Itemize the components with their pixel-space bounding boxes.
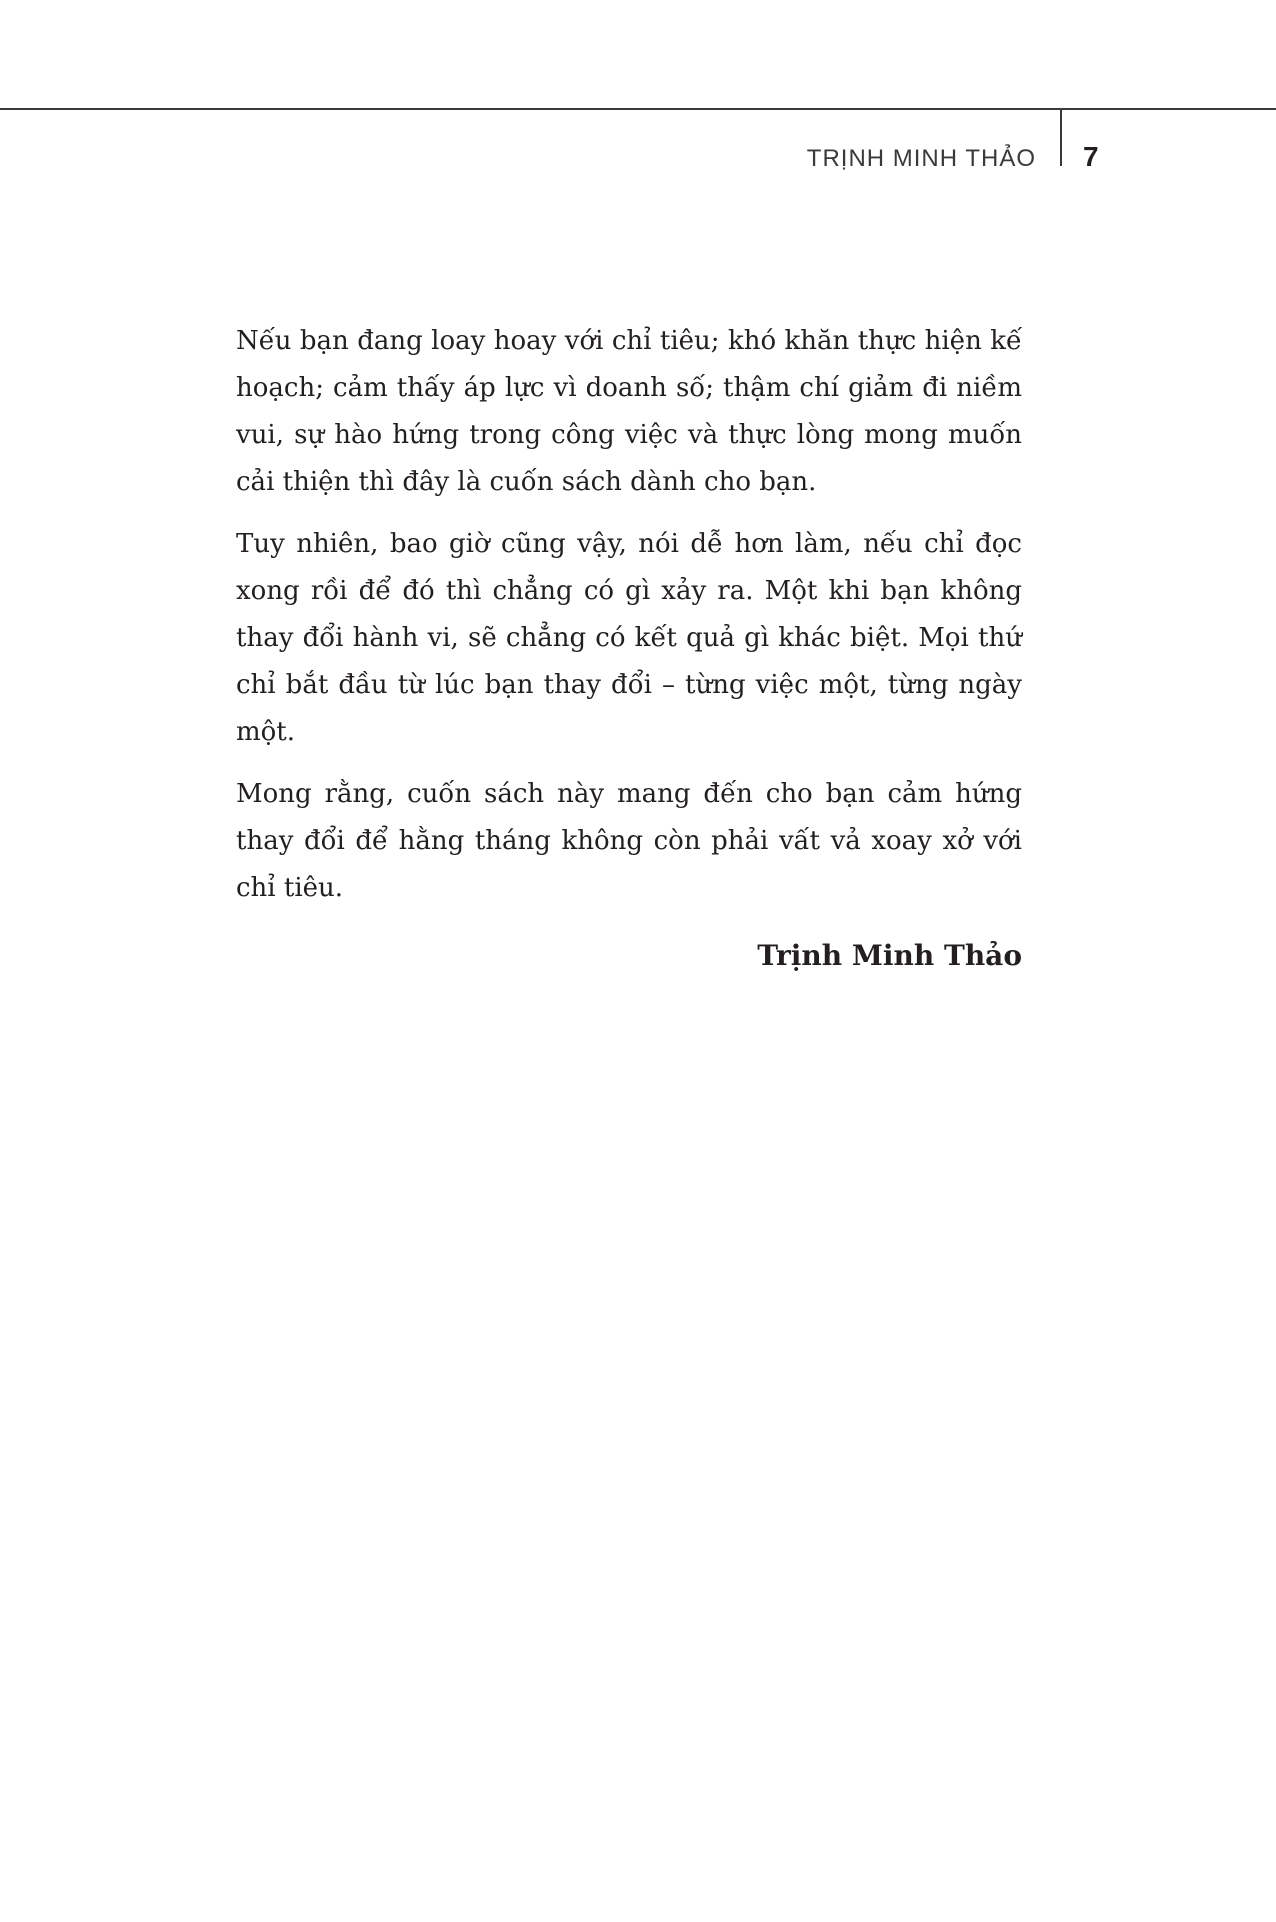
- running-header-author: TRỊNH MINH THẢO: [806, 145, 1036, 172]
- paragraph-3: Mong rằng, cuốn sách này mang đến cho bạn cảm hứng thay đổi để hằng tháng không còn phải vất vả xoay xở với chỉ tiêu.: [236, 779, 1022, 903]
- author-signature: Trịnh Minh Thảo: [757, 939, 1022, 972]
- page-number: 7: [1083, 141, 1099, 172]
- paragraph-1: Nếu bạn đang loay hoay với chỉ tiêu; khó khăn thực hiện kế hoạch; cảm thấy áp lực vì doanh số; thậm chí giảm đi niềm vui, sự hào hứng trong công việc và thực lòng mong muốn cải thiện thì đây là cuốn sách dành cho bạn.: [236, 326, 1022, 497]
- body-text: [236, 318, 1022, 976]
- paragraph-2: Tuy nhiên, bao giờ cũng vậy, nói dễ hơn làm, nếu chỉ đọc xong rồi để đó thì chẳng có gì xảy ra. Một khi bạn không thay đổi hành vi, sẽ chẳng có kết quả gì khác biệt. Mọi thứ chỉ bắt đầu từ lúc bạn thay đổi – từng việc một, từng ngày một.: [236, 529, 1022, 747]
- header-rule: [0, 108, 1276, 110]
- header-divider: [1060, 110, 1062, 166]
